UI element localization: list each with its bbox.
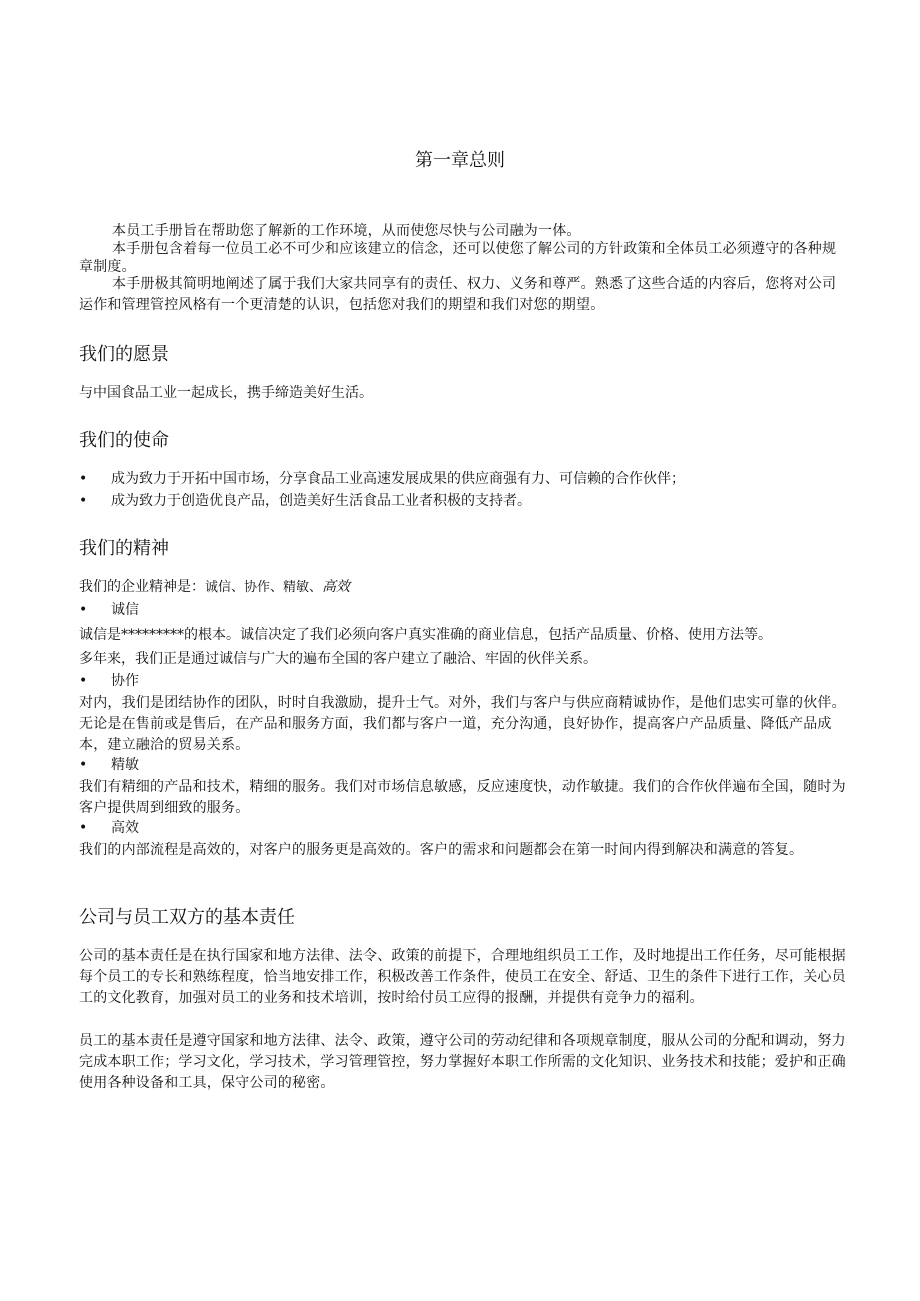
spirit-intro [79,577,350,598]
spirit-value-text-2: 对内，我们是团结协作的团队，时时自我激励，提升士气。对外，我们与客户与供应商精诚协作，是他们忠实可靠的伙伴。无论是在售前或是售后，在产品和服务方面，我们都与客户一道，充分沟通，良好协作，提高客户产品质量、降低产品成本，建立融洽的贸易关系。 [79,695,846,753]
company-responsibility-text: 公司的基本责任是在执行国家和地方法律、法令、政策的前提下，合理地组织员工工作，及时地提出工作任务，尽可能根据每个员工的专长和熟练程度，恰当地安排工作，积极改善工作条件，使员工在安全、舒适、卫生的条件下进行工作，关心员工的文化教育，加强对员工的业务和技术培训，按时给付员工应得的报酬，并提供有竞争力的福利。 [79,948,846,1006]
bullet-icon: • [79,820,88,836]
bullet-icon: • [79,602,88,618]
mission-item-1 [79,469,685,490]
spirit-value-label-3 [79,755,139,776]
bullet-icon: • [79,757,88,773]
responsibility-heading: 公司与员工双方的基本责任 [79,907,295,928]
mission-item-text: 成为致力于开拓中国市场，分享食品工业高速发展成果的供应商强有力、可信赖的合作伙伴； [111,471,685,487]
spirit-intro-last: 高效 [322,579,351,595]
spirit-value-label-1 [79,600,139,621]
mission-item-2 [79,491,531,512]
mission-heading: 我们的使命 [79,430,169,451]
spirit-value-text-3: 我们有精细的产品和技术，精细的服务。我们对市场信息敏感，反应速度快，动作敏捷。我们的合作伙伴遍布全国，随时为客户提供周到细致的服务。 [79,779,846,816]
spirit-value-text-1b: 多年来，我们正是通过诚信与广大的遍布全国的客户建立了融洽、牢固的伙伴关系。 [79,651,597,667]
bullet-icon: • [79,493,88,509]
chapter-title: 第一章总则 [415,150,505,171]
spirit-value-text-1a: 诚信是*********的根本。诚信决定了我们必须向客户真实准确的商业信息，包括产品质量、价格、使用方法等。 [79,627,772,643]
spirit-value-label: 协作 [111,673,139,689]
spirit-value-text-4: 我们的内部流程是高效的，对客户的服务更是高效的。客户的需求和问题都会在第一时间内得到解决和满意的答复。 [79,842,804,858]
intro-paragraph-3: 本手册极其简明地阐述了属于我们大家共同享有的责任、权力、义务和尊严。熟悉了这些合适的内容后，您将对公司运作和管理管控风格有一个更清楚的认识，包括您对我们的期望和我们对您的期望。 [79,276,837,313]
vision-text: 与中国食品工业一起成长，携手缔造美好生活。 [79,385,373,401]
employee-responsibility-text: 员工的基本责任是遵守国家和地方法律、法令、政策，遵守公司的劳动纪律和各项规章制度，服从公司的分配和调动，努力完成本职工作；学习文化，学习技术，学习管理管控，努力掌握好本职工作所需的文化知识、业务技术和技能；爱护和正确使用各种设备和工具，保守公司的秘密。 [79,1033,846,1091]
spirit-heading: 我们的精神 [79,538,169,559]
spirit-value-label-4 [79,818,139,839]
spirit-intro-values: 诚信、协作、精敏、 [205,580,323,595]
intro-paragraph-1: 本员工手册旨在帮助您了解新的工作环境，从而使您尽快与公司融为一体。 [112,223,581,239]
spirit-value-label: 诚信 [111,602,139,618]
vision-heading: 我们的愿景 [79,344,169,365]
spirit-value-label-2 [79,671,139,692]
spirit-intro-prefix: 我们的企业精神是： [79,579,205,595]
bullet-icon: • [79,673,88,689]
spirit-value-label: 高效 [111,820,139,836]
spirit-value-label: 精敏 [111,757,139,773]
intro-paragraph-2: 本手册包含着每一位员工必不可少和应该建立的信念，还可以使您了解公司的方针政策和全体员工必须遵守的各种规章制度。 [79,241,837,275]
bullet-icon: • [79,471,88,487]
mission-item-text: 成为致力于创造优良产品，创造美好生活食品工业者积极的支持者。 [111,493,531,509]
